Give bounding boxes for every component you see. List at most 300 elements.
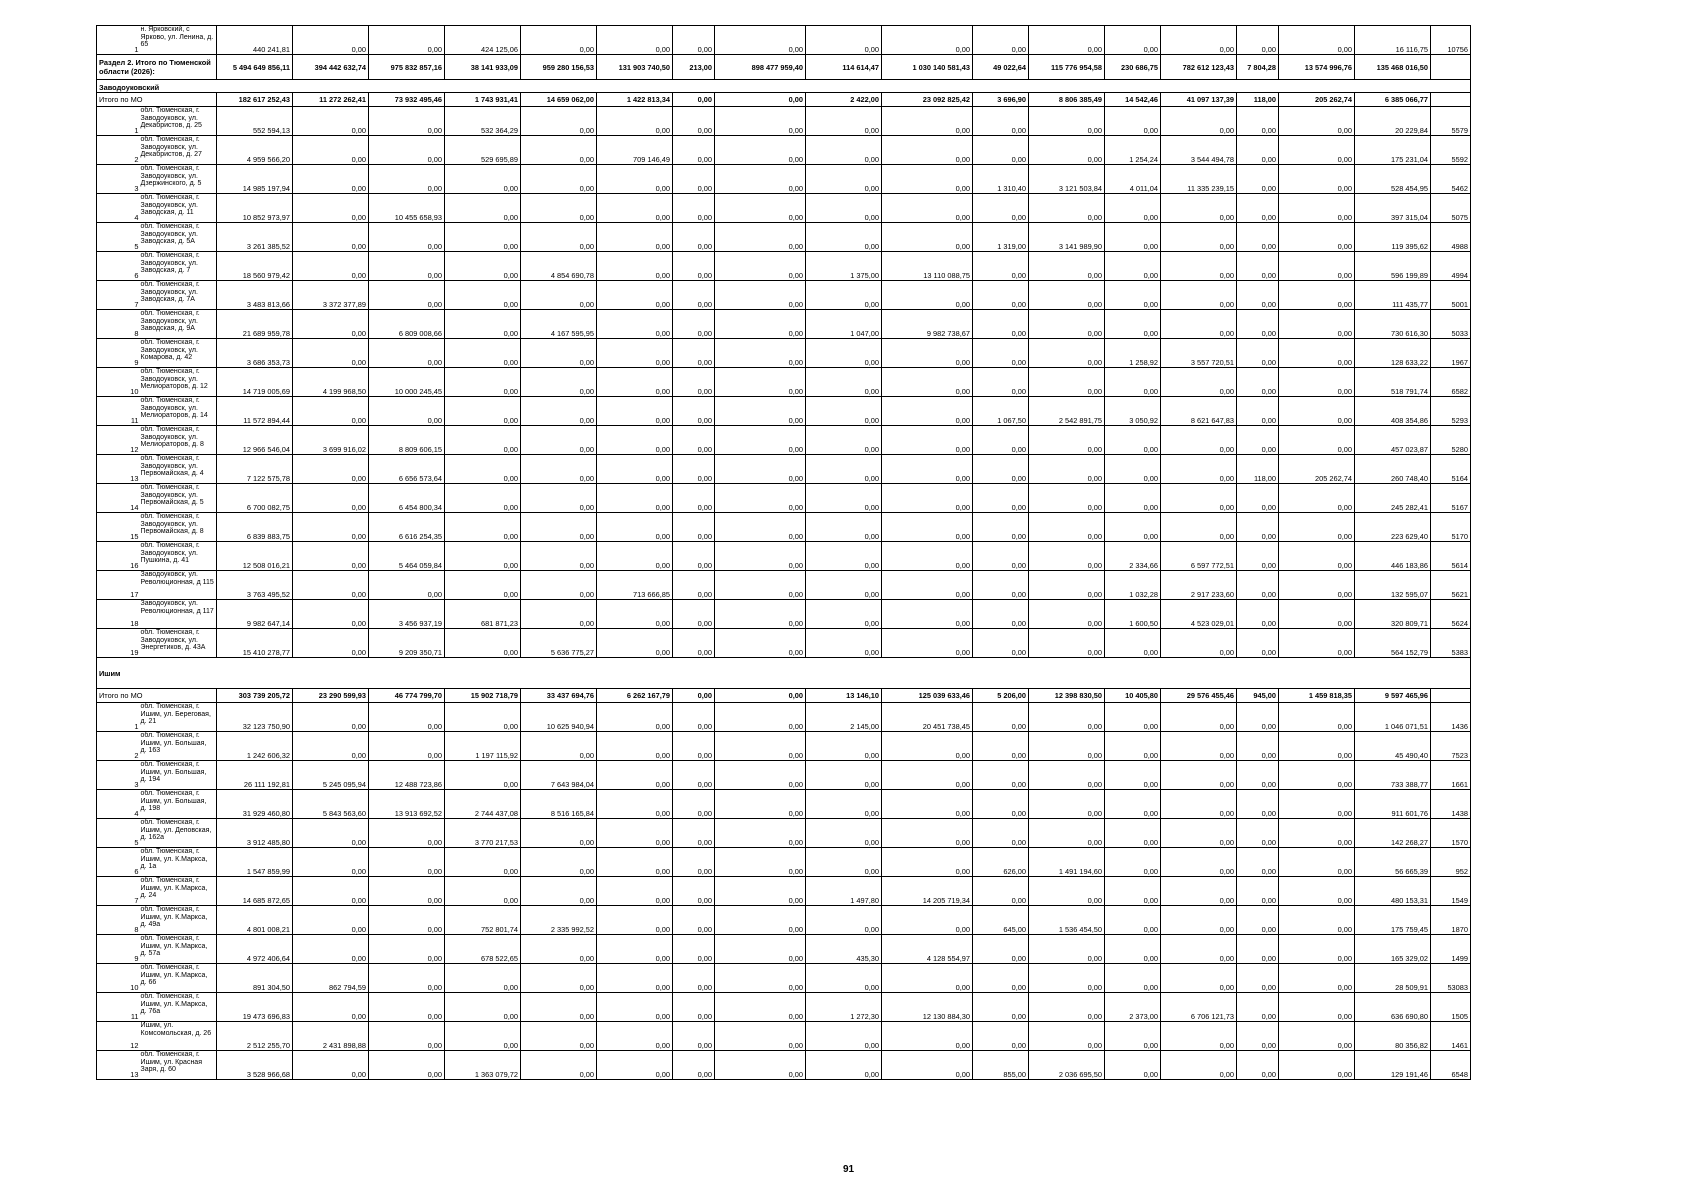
- value-cell: 6 706 121,73: [1161, 993, 1237, 1022]
- value-cell: 0,00: [715, 1022, 806, 1051]
- value-cell: 0,00: [293, 906, 369, 935]
- value-cell: 0,00: [445, 484, 521, 513]
- value-cell: 0,00: [673, 281, 715, 310]
- value-cell: 0,00: [1105, 455, 1161, 484]
- value-cell: 0,00: [1161, 107, 1237, 136]
- value-cell: 0,00: [293, 703, 369, 732]
- row-number: 17: [97, 571, 140, 600]
- value-cell: 5033: [1431, 310, 1471, 339]
- value-cell: 0,00: [521, 368, 597, 397]
- value-cell: 0,00: [715, 906, 806, 935]
- value-cell: 0,00: [293, 223, 369, 252]
- value-cell: 0,00: [973, 484, 1029, 513]
- value-cell: 0,00: [973, 542, 1029, 571]
- value-cell: 0,00: [1279, 935, 1355, 964]
- address-cell: обл. Тюменская, г. Заводоуковск, ул. Первомайская, д. 5: [140, 484, 217, 513]
- total-value: 125 039 633,46: [882, 689, 973, 703]
- table-row: [97, 761, 1471, 790]
- value-cell: 0,00: [1279, 223, 1355, 252]
- address-cell: обл. Тюменская, г. Заводоуковск, ул. Декабристов, д. 25: [140, 107, 217, 136]
- value-cell: 0,00: [369, 848, 445, 877]
- value-cell: 0,00: [369, 906, 445, 935]
- value-cell: 0,00: [973, 732, 1029, 761]
- value-cell: 0,00: [1029, 252, 1105, 281]
- value-cell: 0,00: [973, 339, 1029, 368]
- value-cell: 0,00: [973, 600, 1029, 629]
- value-cell: 0,00: [521, 281, 597, 310]
- value-cell: 0,00: [715, 571, 806, 600]
- value-cell: 0,00: [673, 136, 715, 165]
- value-cell: 0,00: [293, 629, 369, 658]
- value-cell: 0,00: [806, 107, 882, 136]
- address-cell: обл. Тюменская, г. Ишим, ул. Большая, д. 194: [140, 761, 217, 790]
- value-cell: 0,00: [1029, 629, 1105, 658]
- total-value: 205 262,74: [1279, 93, 1355, 107]
- value-cell: 0,00: [521, 848, 597, 877]
- address-cell: обл. Тюменская, г. Заводоуковск, ул. Первомайская, д. 8: [140, 513, 217, 542]
- value-cell: 0,00: [882, 484, 973, 513]
- value-cell: 45 490,40: [1355, 732, 1431, 761]
- value-cell: 12 508 016,21: [217, 542, 293, 571]
- value-cell: 0,00: [715, 790, 806, 819]
- address-cell: обл. Тюменская, г. Ишим, ул. К.Маркса, д. 49а: [140, 906, 217, 935]
- value-cell: 0,00: [1029, 542, 1105, 571]
- value-cell: 0,00: [715, 848, 806, 877]
- value-cell: 0,00: [882, 964, 973, 993]
- value-cell: 0,00: [806, 629, 882, 658]
- table-row: [97, 790, 1471, 819]
- value-cell: 0,00: [1237, 1022, 1279, 1051]
- total-value: 7 804,28: [1237, 55, 1279, 80]
- value-cell: 2 744 437,08: [445, 790, 521, 819]
- value-cell: 0,00: [973, 761, 1029, 790]
- value-cell: 0,00: [1029, 819, 1105, 848]
- value-cell: 3 699 916,02: [293, 426, 369, 455]
- value-cell: 6548: [1431, 1051, 1471, 1080]
- value-cell: 0,00: [973, 790, 1029, 819]
- value-cell: 5624: [1431, 600, 1471, 629]
- value-cell: 14 985 197,94: [217, 165, 293, 194]
- value-cell: 0,00: [973, 281, 1029, 310]
- value-cell: 0,00: [806, 368, 882, 397]
- value-cell: 0,00: [445, 1022, 521, 1051]
- row-number: 15: [97, 513, 140, 542]
- total-value: 6 385 066,77: [1355, 93, 1431, 107]
- value-cell: 0,00: [806, 136, 882, 165]
- value-cell: 0,00: [1279, 252, 1355, 281]
- value-cell: 0,00: [1161, 368, 1237, 397]
- value-cell: 0,00: [1161, 703, 1237, 732]
- value-cell: 0,00: [597, 455, 673, 484]
- value-cell: 0,00: [882, 1051, 973, 1080]
- value-cell: 0,00: [369, 703, 445, 732]
- value-cell: 1 272,30: [806, 993, 882, 1022]
- total-value: 5 494 649 856,11: [217, 55, 293, 80]
- value-cell: 0,00: [673, 571, 715, 600]
- value-cell: 733 388,77: [1355, 761, 1431, 790]
- value-cell: 0,00: [1161, 935, 1237, 964]
- value-cell: 3 544 494,78: [1161, 136, 1237, 165]
- total-value: 49 022,64: [973, 55, 1029, 80]
- value-cell: 0,00: [882, 906, 973, 935]
- value-cell: 0,00: [597, 107, 673, 136]
- value-cell: 1438: [1431, 790, 1471, 819]
- value-cell: 5614: [1431, 542, 1471, 571]
- value-cell: 0,00: [882, 223, 973, 252]
- value-cell: 4 523 029,01: [1161, 600, 1237, 629]
- value-cell: 0,00: [597, 368, 673, 397]
- value-cell: 0,00: [1161, 761, 1237, 790]
- value-cell: 0,00: [597, 732, 673, 761]
- value-cell: 19 473 696,83: [217, 993, 293, 1022]
- value-cell: 0,00: [445, 993, 521, 1022]
- value-cell: 0,00: [1029, 790, 1105, 819]
- value-cell: 16 116,75: [1355, 26, 1431, 55]
- value-cell: 0,00: [445, 194, 521, 223]
- value-cell: 0,00: [1029, 281, 1105, 310]
- value-cell: 0,00: [1279, 426, 1355, 455]
- value-cell: 1 254,24: [1105, 136, 1161, 165]
- value-cell: 0,00: [521, 513, 597, 542]
- value-cell: 681 871,23: [445, 600, 521, 629]
- value-cell: 0,00: [1279, 281, 1355, 310]
- value-cell: 0,00: [1237, 513, 1279, 542]
- value-cell: 111 435,77: [1355, 281, 1431, 310]
- value-cell: 0,00: [293, 136, 369, 165]
- value-cell: 0,00: [293, 397, 369, 426]
- value-cell: 0,00: [1029, 761, 1105, 790]
- value-cell: 0,00: [806, 513, 882, 542]
- value-cell: 730 616,30: [1355, 310, 1431, 339]
- value-cell: 3 121 503,84: [1029, 165, 1105, 194]
- value-cell: 0,00: [715, 629, 806, 658]
- value-cell: 0,00: [973, 426, 1029, 455]
- table-row: [97, 964, 1471, 993]
- value-cell: 0,00: [1029, 571, 1105, 600]
- value-cell: 0,00: [673, 993, 715, 1022]
- value-cell: 0,00: [1279, 819, 1355, 848]
- value-cell: 0,00: [882, 790, 973, 819]
- value-cell: 245 282,41: [1355, 484, 1431, 513]
- value-cell: 0,00: [973, 107, 1029, 136]
- value-cell: 10756: [1431, 26, 1471, 55]
- value-cell: 0,00: [1237, 223, 1279, 252]
- address-cell: обл. Тюменская, г. Заводоуковск, ул. Заводская, д. 7А: [140, 281, 217, 310]
- value-cell: 0,00: [369, 964, 445, 993]
- value-cell: 0,00: [673, 732, 715, 761]
- value-cell: 0,00: [882, 513, 973, 542]
- value-cell: 0,00: [806, 165, 882, 194]
- table-row: [97, 629, 1471, 658]
- value-cell: 0,00: [806, 426, 882, 455]
- value-cell: 480 153,31: [1355, 877, 1431, 906]
- value-cell: 528 454,95: [1355, 165, 1431, 194]
- value-cell: 0,00: [445, 513, 521, 542]
- value-cell: 0,00: [1105, 368, 1161, 397]
- value-cell: 0,00: [673, 26, 715, 55]
- value-cell: 0,00: [293, 513, 369, 542]
- value-cell: 0,00: [1161, 732, 1237, 761]
- value-cell: 0,00: [293, 165, 369, 194]
- value-cell: 0,00: [293, 542, 369, 571]
- value-cell: 0,00: [597, 426, 673, 455]
- value-cell: 56 665,39: [1355, 848, 1431, 877]
- value-cell: 0,00: [1029, 484, 1105, 513]
- value-cell: 0,00: [1237, 703, 1279, 732]
- value-cell: 0,00: [445, 252, 521, 281]
- value-cell: 0,00: [445, 397, 521, 426]
- value-cell: 4 854 690,78: [521, 252, 597, 281]
- value-cell: 142 268,27: [1355, 819, 1431, 848]
- value-cell: 0,00: [1237, 848, 1279, 877]
- value-cell: 0,00: [369, 1022, 445, 1051]
- table-row: [97, 368, 1471, 397]
- value-cell: 0,00: [973, 368, 1029, 397]
- value-cell: 0,00: [597, 906, 673, 935]
- value-cell: 0,00: [1279, 571, 1355, 600]
- value-cell: 0,00: [715, 136, 806, 165]
- value-cell: 0,00: [369, 571, 445, 600]
- table-row: [97, 484, 1471, 513]
- value-cell: 0,00: [1029, 455, 1105, 484]
- page-number: 91: [842, 1164, 855, 1175]
- value-cell: 0,00: [973, 513, 1029, 542]
- table-row: [97, 877, 1471, 906]
- value-cell: 14 205 719,34: [882, 877, 973, 906]
- value-cell: 4 011,04: [1105, 165, 1161, 194]
- value-cell: 645,00: [973, 906, 1029, 935]
- value-cell: 0,00: [673, 1051, 715, 1080]
- value-cell: 0,00: [1279, 107, 1355, 136]
- address-cell: обл. Тюменская, г. Ишим, ул. К.Маркса, д. 1а: [140, 848, 217, 877]
- total-value: 975 832 857,16: [369, 55, 445, 80]
- value-cell: 1 067,50: [973, 397, 1029, 426]
- value-cell: 0,00: [521, 26, 597, 55]
- value-cell: 0,00: [597, 629, 673, 658]
- total-value: 3 696,90: [973, 93, 1029, 107]
- total-value: 0,00: [673, 689, 715, 703]
- value-cell: 0,00: [715, 542, 806, 571]
- value-cell: 4 167 595,95: [521, 310, 597, 339]
- value-cell: 0,00: [1237, 819, 1279, 848]
- table-row: [97, 513, 1471, 542]
- value-cell: 0,00: [715, 819, 806, 848]
- value-cell: 0,00: [1161, 426, 1237, 455]
- value-cell: 0,00: [1237, 732, 1279, 761]
- value-cell: 320 809,71: [1355, 600, 1431, 629]
- value-cell: 0,00: [673, 877, 715, 906]
- value-cell: 0,00: [673, 223, 715, 252]
- value-cell: 4 959 566,20: [217, 136, 293, 165]
- value-cell: 0,00: [973, 310, 1029, 339]
- value-cell: 6 809 008,66: [369, 310, 445, 339]
- table-row: [97, 281, 1471, 310]
- value-cell: 626,00: [973, 848, 1029, 877]
- value-cell: 0,00: [806, 790, 882, 819]
- value-cell: 1549: [1431, 877, 1471, 906]
- value-cell: 3 763 495,52: [217, 571, 293, 600]
- value-cell: 0,00: [715, 281, 806, 310]
- value-cell: 1 319,00: [973, 223, 1029, 252]
- value-cell: 0,00: [1279, 165, 1355, 194]
- value-cell: 0,00: [973, 993, 1029, 1022]
- value-cell: 0,00: [521, 223, 597, 252]
- value-cell: 12 488 723,86: [369, 761, 445, 790]
- total-value: [1431, 93, 1471, 107]
- value-cell: 5293: [1431, 397, 1471, 426]
- row-number: 9: [97, 339, 140, 368]
- table-row: [97, 397, 1471, 426]
- value-cell: 0,00: [715, 368, 806, 397]
- total-value: 115 776 954,58: [1029, 55, 1105, 80]
- value-cell: 132 595,07: [1355, 571, 1431, 600]
- value-cell: 5 636 775,27: [521, 629, 597, 658]
- value-cell: 636 690,80: [1355, 993, 1431, 1022]
- value-cell: 0,00: [597, 848, 673, 877]
- value-cell: 0,00: [673, 107, 715, 136]
- value-cell: 0,00: [882, 426, 973, 455]
- value-cell: 0,00: [673, 703, 715, 732]
- value-cell: 0,00: [1029, 935, 1105, 964]
- value-cell: 0,00: [521, 542, 597, 571]
- row-number: 1: [97, 703, 140, 732]
- value-cell: 31 929 460,80: [217, 790, 293, 819]
- value-cell: 0,00: [445, 761, 521, 790]
- address-cell: обл. Тюменская, г. Заводоуковск, ул. Мелиораторов, д. 8: [140, 426, 217, 455]
- value-cell: 0,00: [1029, 732, 1105, 761]
- value-cell: 0,00: [1237, 194, 1279, 223]
- value-cell: 0,00: [1105, 252, 1161, 281]
- value-cell: 0,00: [1279, 848, 1355, 877]
- address-cell: обл. Тюменская, г. Ишим, ул. Деповская, д. 162а: [140, 819, 217, 848]
- total-value: 23 092 825,42: [882, 93, 973, 107]
- value-cell: 0,00: [1279, 1022, 1355, 1051]
- value-cell: 7523: [1431, 732, 1471, 761]
- value-cell: 0,00: [1279, 339, 1355, 368]
- value-cell: 0,00: [293, 1051, 369, 1080]
- value-cell: 752 801,74: [445, 906, 521, 935]
- value-cell: 3 483 813,66: [217, 281, 293, 310]
- value-cell: 3 528 966,68: [217, 1051, 293, 1080]
- value-cell: 129 191,46: [1355, 1051, 1431, 1080]
- value-cell: 3 912 485,80: [217, 819, 293, 848]
- value-cell: 1461: [1431, 1022, 1471, 1051]
- total-value: 0,00: [673, 93, 715, 107]
- value-cell: 0,00: [1105, 310, 1161, 339]
- value-cell: 0,00: [715, 26, 806, 55]
- value-cell: 0,00: [521, 600, 597, 629]
- table-row: [97, 819, 1471, 848]
- value-cell: 12 966 546,04: [217, 426, 293, 455]
- value-cell: 2 512 255,70: [217, 1022, 293, 1051]
- value-cell: 11 572 894,44: [217, 397, 293, 426]
- value-cell: 2 917 233,60: [1161, 571, 1237, 600]
- value-cell: 0,00: [806, 281, 882, 310]
- value-cell: 15 410 278,77: [217, 629, 293, 658]
- row-number: 9: [97, 935, 140, 964]
- value-cell: 5462: [1431, 165, 1471, 194]
- total-value: 182 617 252,43: [217, 93, 293, 107]
- total-value: 6 262 167,79: [597, 689, 673, 703]
- value-cell: 2 145,00: [806, 703, 882, 732]
- value-cell: 0,00: [1105, 629, 1161, 658]
- value-cell: 20 451 738,45: [882, 703, 973, 732]
- value-cell: 0,00: [369, 252, 445, 281]
- row-number: 19: [97, 629, 140, 658]
- value-cell: 4 199 968,50: [293, 368, 369, 397]
- value-cell: 0,00: [293, 819, 369, 848]
- value-cell: 0,00: [521, 484, 597, 513]
- value-cell: 0,00: [715, 484, 806, 513]
- table-row: [97, 906, 1471, 935]
- value-cell: 0,00: [369, 26, 445, 55]
- value-cell: 0,00: [882, 165, 973, 194]
- value-cell: 6 454 800,34: [369, 484, 445, 513]
- value-cell: 0,00: [445, 964, 521, 993]
- value-cell: 0,00: [1279, 513, 1355, 542]
- value-cell: 0,00: [1161, 790, 1237, 819]
- value-cell: 0,00: [597, 513, 673, 542]
- value-cell: 709 146,49: [597, 136, 673, 165]
- row-number: 13: [97, 455, 140, 484]
- value-cell: 0,00: [521, 571, 597, 600]
- address-cell: обл. Тюменская, г. Заводоуковск, ул. Заводская, д. 11: [140, 194, 217, 223]
- row-number: 18: [97, 600, 140, 629]
- value-cell: 0,00: [1237, 600, 1279, 629]
- row-number: 8: [97, 906, 140, 935]
- value-cell: 0,00: [521, 397, 597, 426]
- value-cell: 11 335 239,15: [1161, 165, 1237, 194]
- value-cell: 0,00: [1237, 281, 1279, 310]
- value-cell: 0,00: [715, 964, 806, 993]
- value-cell: 1499: [1431, 935, 1471, 964]
- value-cell: 0,00: [1105, 426, 1161, 455]
- value-cell: 0,00: [1237, 252, 1279, 281]
- value-cell: 0,00: [673, 542, 715, 571]
- value-cell: 0,00: [806, 194, 882, 223]
- value-cell: 12 130 884,30: [882, 993, 973, 1022]
- value-cell: 440 241,81: [217, 26, 293, 55]
- value-cell: 0,00: [445, 310, 521, 339]
- mo-total-row: [97, 93, 1471, 107]
- value-cell: 518 791,74: [1355, 368, 1431, 397]
- value-cell: 0,00: [806, 542, 882, 571]
- total-value: 15 902 718,79: [445, 689, 521, 703]
- value-cell: 0,00: [293, 455, 369, 484]
- value-cell: 8 809 606,15: [369, 426, 445, 455]
- value-cell: 119 395,62: [1355, 223, 1431, 252]
- section-total-row: [97, 55, 1471, 80]
- value-cell: 0,00: [597, 223, 673, 252]
- value-cell: 3 770 217,53: [445, 819, 521, 848]
- value-cell: 0,00: [1237, 790, 1279, 819]
- value-cell: 3 050,92: [1105, 397, 1161, 426]
- row-number: 11: [97, 993, 140, 1022]
- value-cell: 20 229,84: [1355, 107, 1431, 136]
- value-cell: 0,00: [597, 542, 673, 571]
- address-cell: обл. Тюменская, г. Ишим, ул. К.Маркса, д. 57а: [140, 935, 217, 964]
- row-number: 4: [97, 790, 140, 819]
- value-cell: 1570: [1431, 819, 1471, 848]
- value-cell: 0,00: [521, 1051, 597, 1080]
- value-cell: 0,00: [1105, 848, 1161, 877]
- value-cell: 0,00: [673, 194, 715, 223]
- value-cell: 0,00: [806, 761, 882, 790]
- value-cell: 0,00: [1279, 310, 1355, 339]
- value-cell: 0,00: [1105, 790, 1161, 819]
- value-cell: 0,00: [293, 732, 369, 761]
- total-value: 10 405,80: [1105, 689, 1161, 703]
